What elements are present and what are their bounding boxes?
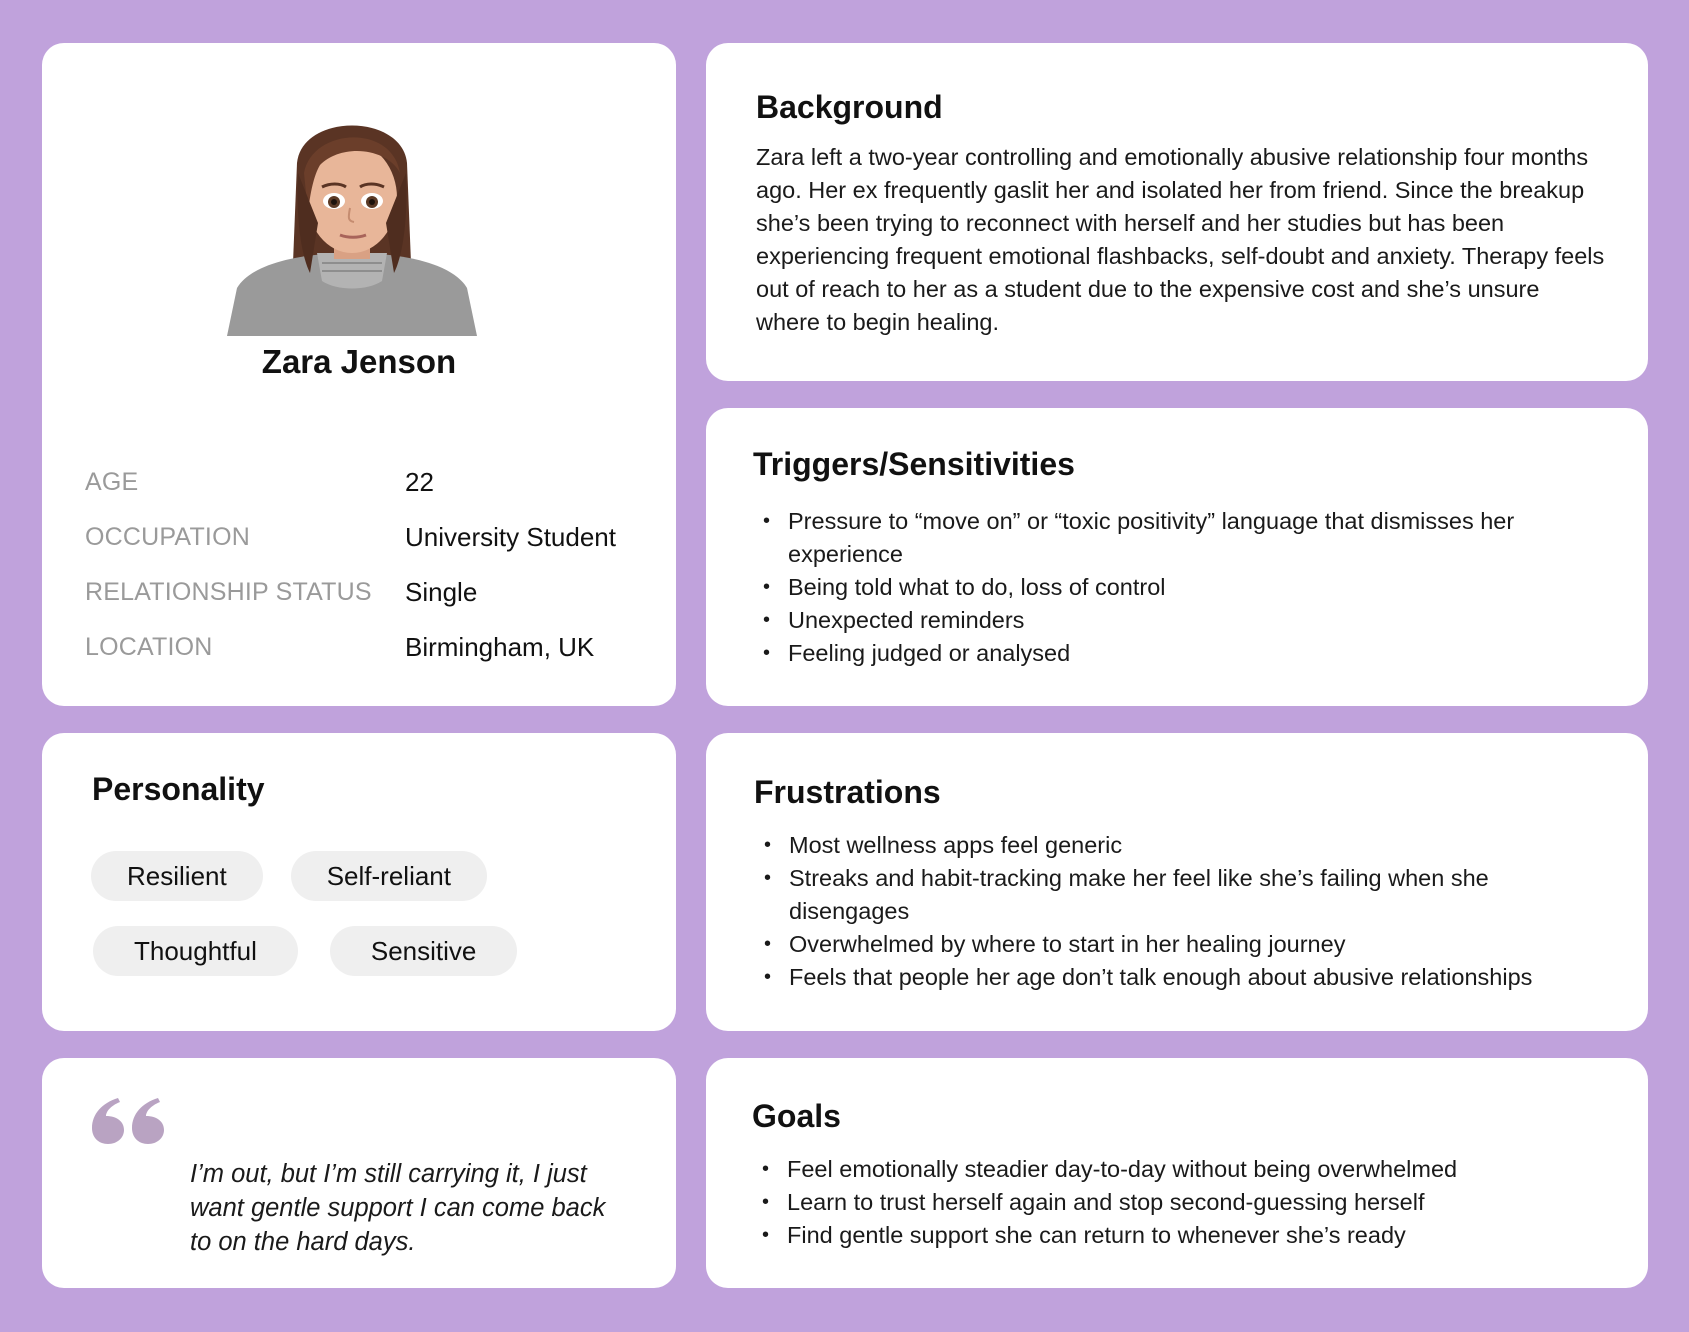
personality-tag: Self-reliant: [291, 851, 487, 901]
frustrations-card: [706, 733, 1648, 1031]
list-item: • Being told what to do, loss of control: [756, 571, 1606, 604]
list-item: • Overwhelmed by where to start in her healing journey: [757, 928, 1607, 961]
info-value: 22: [405, 467, 434, 497]
info-label: LOCATION: [85, 633, 213, 661]
info-row-relationship-status: [85, 565, 645, 620]
list-item: • Streaks and habit-tracking make her feel like she’s failing when she disengages: [757, 862, 1607, 928]
info-label: RELATIONSHIP STATUS: [85, 578, 372, 606]
quote-card: [42, 1058, 676, 1288]
quote-text: I’m out, but I’m still carrying it, I just want gentle support I can come back to on the hard days.: [190, 1160, 606, 1256]
info-value: University Student: [405, 522, 616, 552]
goals-list: [755, 1153, 1605, 1252]
personality-tags: [91, 851, 651, 1001]
info-value: Birmingham, UK: [405, 632, 595, 662]
list-item: • Feeling judged or analysed: [756, 637, 1606, 670]
info-label: OCCUPATION: [85, 523, 250, 551]
profile-name: Zara Jenson: [261, 343, 457, 380]
triggers-list: [756, 505, 1606, 670]
info-label: AGE: [85, 468, 139, 496]
info-value: Single: [405, 577, 478, 607]
list-item: • Find gentle support she can return to whenever she’s ready: [755, 1219, 1605, 1252]
list-item: • Feel emotionally steadier day-to-day without being overwhelmed: [755, 1153, 1605, 1186]
frustrations-title: Frustrations: [754, 774, 941, 810]
triggers-card: [706, 408, 1648, 706]
tag-row: [91, 926, 651, 976]
background-title: Background: [756, 89, 943, 125]
personality-tag: Resilient: [91, 851, 263, 901]
info-row-location: [85, 620, 645, 675]
personality-tag: Sensitive: [330, 926, 518, 976]
frustrations-list: [757, 829, 1607, 994]
memoji-avatar-icon: [222, 103, 482, 336]
info-row-age: [85, 455, 645, 510]
profile-card: [42, 43, 676, 706]
triggers-title: Triggers/Sensitivities: [753, 446, 1075, 482]
background-card: [706, 43, 1648, 381]
background-text: Zara left a two-year controlling and emotionally abusive relationship four months ago. Her ex frequently gaslit her and isolated her from friend. Since the breakup she’s been trying to reconnect with herself and her studies but has been experiencing frequent emotional flashbacks, self-doubt and anxiety. Therapy feels out of reach to her as a student due to the expensive cost and she’s unsure where to begin healing.: [756, 144, 1605, 335]
quote-mark-icon: [92, 1098, 164, 1144]
personality-card: [42, 733, 676, 1031]
profile-info-table: [85, 455, 645, 675]
list-item: • Pressure to “move on” or “toxic positivity” language that dismisses her experience: [756, 505, 1606, 571]
list-item: • Learn to trust herself again and stop second-guessing herself: [755, 1186, 1605, 1219]
list-item: • Most wellness apps feel generic: [757, 829, 1607, 862]
list-item: • Feels that people her age don’t talk enough about abusive relationships: [757, 961, 1607, 994]
personality-tag: Thoughtful: [93, 926, 298, 976]
list-item: • Unexpected reminders: [756, 604, 1606, 637]
info-row-occupation: [85, 510, 645, 565]
goals-title: Goals: [752, 1098, 841, 1134]
tag-row: [91, 851, 651, 901]
goals-card: [706, 1058, 1648, 1288]
personality-title: Personality: [92, 771, 265, 807]
